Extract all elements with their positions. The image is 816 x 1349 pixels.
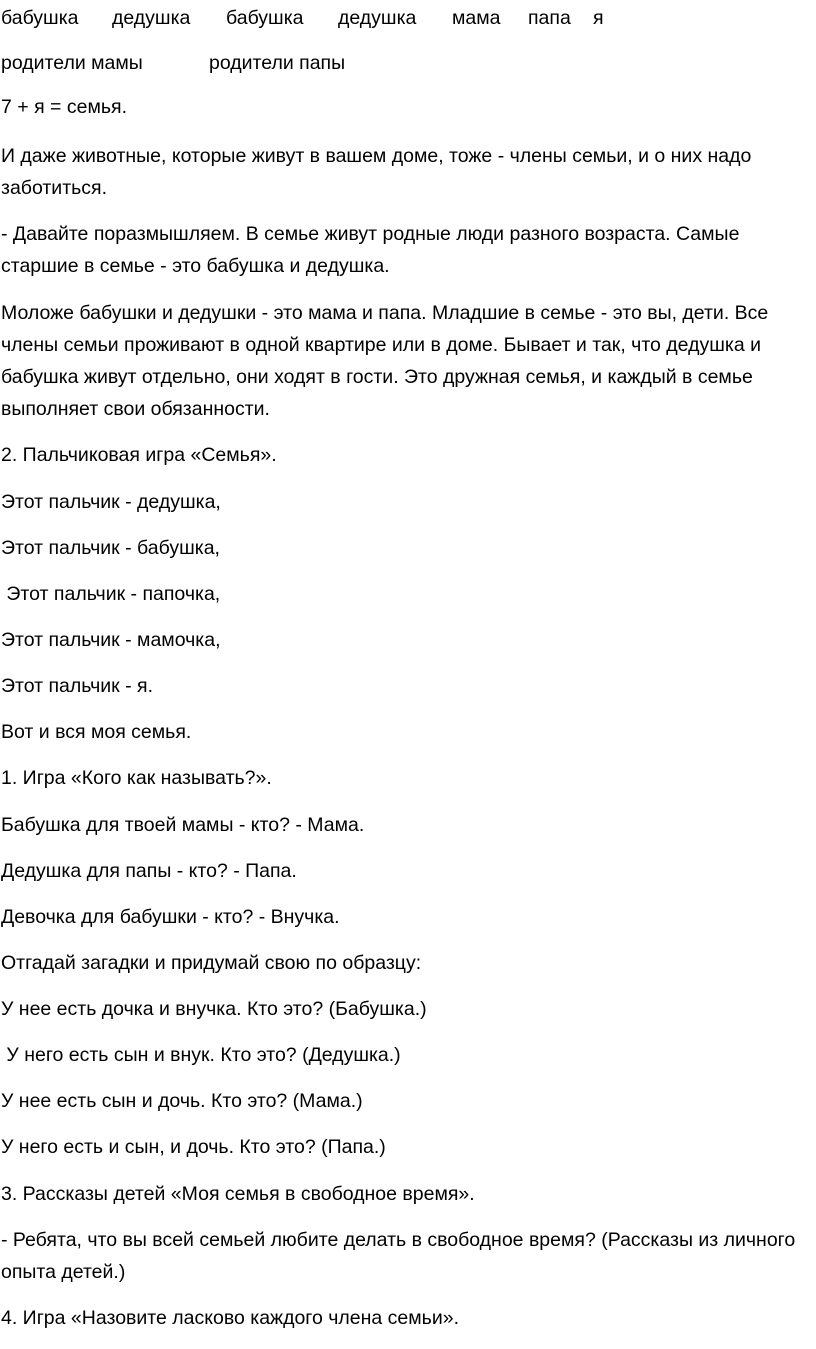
finger-line-1: Этот пальчик - дедушка, [1, 491, 221, 513]
word-grandfather-2: дедушка [338, 7, 417, 29]
stories-question: - Ребята, что вы всей семьей любите делать в свободное время? (Рассказы из личного опыта детей.) [1, 1229, 796, 1283]
finger-line-6: Вот и вся моя семья. [1, 721, 192, 743]
word-me: я [593, 7, 604, 29]
word-father: папа [528, 7, 571, 29]
father-parents-label: родители папы [209, 52, 346, 74]
younger-paragraph: Моложе бабушки и дедушки - это мама и папа. Младшие в семье - это вы, дети. Все члены семьи проживают в одной квартире или в доме. Бывает и так, что дедушка и бабушка живут отдельно, они ходят в гости. Это дружная семья, и каждый в семье выполняет свои обязанности. [1, 302, 769, 420]
mother-parents-label: родители мамы [1, 52, 143, 74]
word-mother: мама [452, 7, 501, 29]
finger-line-2: Этот пальчик - бабушка, [1, 537, 220, 559]
affection-game-title: 4. Игра «Назовите ласково каждого члена семьи». [1, 1307, 459, 1329]
word-grandmother-1: бабушка [1, 7, 79, 29]
riddle-3: У нее есть сын и дочь. Кто это? (Мама.) [1, 1090, 363, 1112]
riddles-intro: Отгадай загадки и придумай свою по образцу: [1, 952, 422, 974]
equation-line: 7 + я = семья. [1, 96, 127, 118]
finger-game-title: 2. Пальчиковая игра «Семья». [1, 444, 277, 466]
riddle-1: У нее есть дочка и внучка. Кто это? (Бабушка.) [1, 998, 427, 1020]
finger-line-4: Этот пальчик - мамочка, [1, 629, 221, 651]
reflect-paragraph: - Давайте поразмышляем. В семье живут родные люди разного возраста. Самые старшие в семье - это бабушка и дедушка. [1, 223, 740, 277]
naming-line-1: Бабушка для твоей мамы - кто? - Мама. [1, 814, 365, 836]
finger-line-5: Этот пальчик - я. [1, 675, 154, 697]
word-grandfather-1: дедушка [112, 7, 191, 29]
word-grandmother-2: бабушка [226, 7, 304, 29]
naming-line-3: Девочка для бабушки - кто? - Внучка. [1, 906, 340, 928]
naming-game-title: 1. Игра «Кого как называть?». [1, 767, 272, 789]
animals-paragraph: И даже животные, которые живут в вашем доме, тоже - члены семьи, и о них надо заботиться. [1, 145, 752, 199]
finger-line-3: Этот пальчик - папочка, [1, 583, 221, 605]
riddle-2: У него есть сын и внук. Кто это? (Дедушка.) [1, 1044, 401, 1066]
stories-title: 3. Рассказы детей «Моя семья в свободное время». [1, 1183, 475, 1205]
family-members-row [1, 2, 813, 34]
naming-line-2: Дедушка для папы - кто? - Папа. [1, 860, 297, 882]
riddle-4: У него есть и сын, и дочь. Кто это? (Папа.) [1, 1136, 386, 1158]
parents-row [1, 47, 813, 79]
